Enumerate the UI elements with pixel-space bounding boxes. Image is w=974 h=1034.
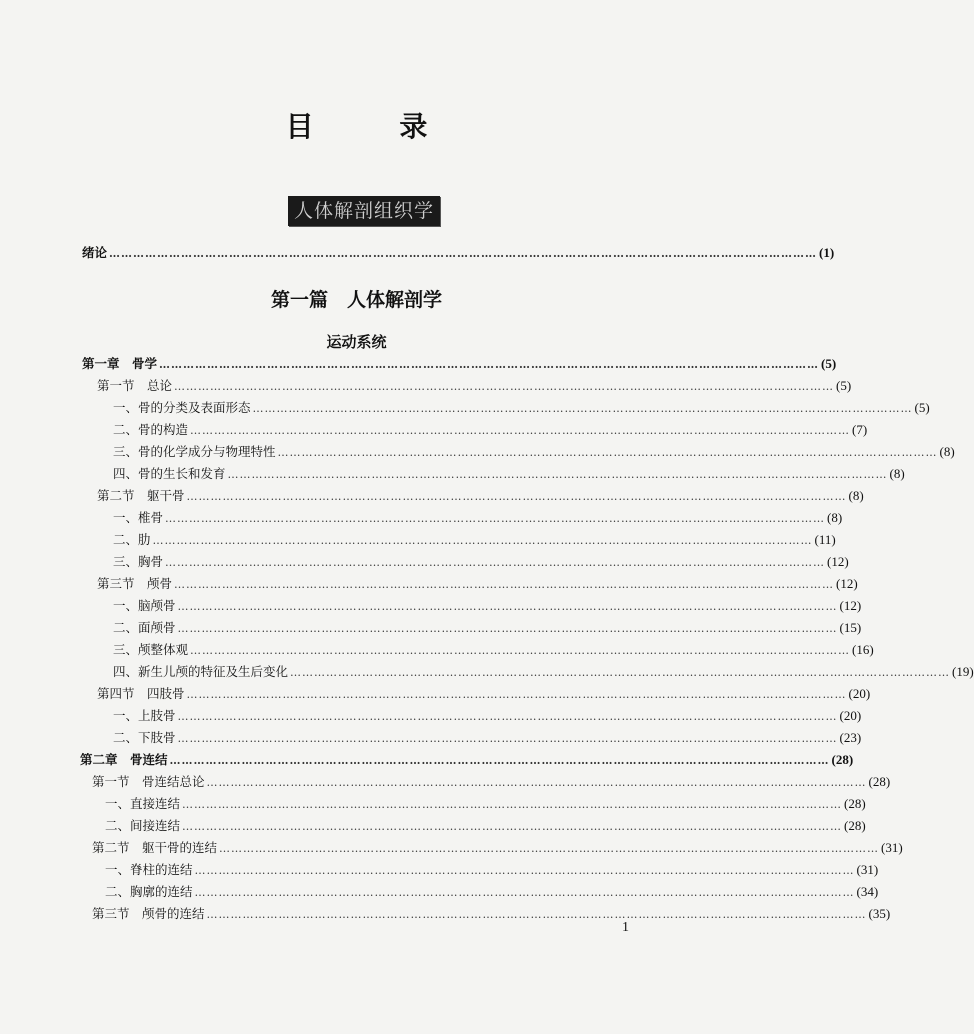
toc-subsection [113,618,862,638]
toc-subsection [113,464,905,484]
toc-entry-page: (34) [856,884,879,899]
toc-entry-page: (11) [814,532,836,547]
toc-leader-dots: ………………………………………………………………………………………………………………………………………………… [177,710,838,723]
page-number: 1 [622,920,629,935]
toc-section [92,772,891,792]
toc-subsection [113,508,843,528]
toc-leader-dots: ………………………………………………………………………………………………………………………………………………… [177,622,838,635]
toc-entry-label: 三、颅整体观 [113,642,189,657]
toc-entry-page: (12) [836,576,858,591]
toc-leader-dots: ………………………………………………………………………………………………………………………………………………… [174,380,835,393]
toc-entry-page: (1) [819,245,835,260]
toc-section [97,376,852,396]
toc-subsection [113,640,874,660]
toc-entry-page: (5) [914,400,930,415]
toc-subsection [113,530,836,550]
toc-entry-page: (5) [821,356,837,371]
toc-subsection [105,816,866,836]
toc-entry-label: 二、肋 [113,532,151,547]
section-title: 运动系统 [326,333,387,351]
toc-entry-label: 二、面颅骨 [113,620,176,635]
toc-leader-dots: ………………………………………………………………………………………………………………………………………………… [186,688,847,701]
toc-leader-dots: ………………………………………………………………………………………………………………………………………………… [169,754,830,767]
toc-entry-label: 一、脑颅骨 [113,598,176,613]
book-part-banner: 人体解剖组织学 [288,196,440,226]
toc-entry-page: (23) [839,730,862,745]
toc-subsection [105,882,879,902]
toc-entry-label: 第一节 骨连结总论 [92,774,205,789]
toc-leader-dots: ………………………………………………………………………………………………………………………………………………… [206,908,867,921]
toc-leader-dots: ………………………………………………………………………………………………………………………………………………… [190,644,851,657]
toc-entry-page: (8) [889,466,905,481]
toc-entry-label: 第二章 骨连结 [80,752,168,767]
toc-leader-dots: ………………………………………………………………………………………………………………………………………………… [177,732,838,745]
toc-subsection [113,662,974,682]
toc-leader-dots: ………………………………………………………………………………………………………………………………………………… [186,490,847,503]
toc-entry-page: (8) [939,444,955,459]
toc-entry-intro [82,243,835,263]
toc-leader-dots: ………………………………………………………………………………………………………………………………………………… [290,666,951,679]
toc-subsection [113,728,862,748]
toc-entry-page: (16) [852,642,874,657]
toc-leader-dots: ………………………………………………………………………………………………………………………………………………… [165,512,826,525]
toc-section [92,838,903,858]
toc-leader-dots: ………………………………………………………………………………………………………………………………………………… [194,864,855,877]
toc-leader-dots: ………………………………………………………………………………………………………………………………………………… [227,468,888,481]
toc-leader-dots: ………………………………………………………………………………………………………………………………………………… [152,534,813,547]
toc-entry-page: (28) [868,774,891,789]
toc-entry-label: 第一节 总论 [97,378,173,393]
toc-entry-label: 二、胸廓的连结 [105,884,193,899]
toc-leader-dots: ………………………………………………………………………………………………………………………………………………… [194,886,855,899]
toc-entry-page: (12) [827,554,849,569]
toc-entry-page: (12) [839,598,862,613]
toc-entry-label: 三、骨的化学成分与物理特性 [113,444,276,459]
toc-entry-label: 一、骨的分类及表面形态 [113,400,251,415]
toc-entry-page: (28) [844,818,866,833]
toc-leader-dots: ………………………………………………………………………………………………………………………………………………… [219,842,880,855]
toc-entry-label: 二、骨的构造 [113,422,189,437]
toc-subsection [113,398,930,418]
toc-subsection [113,420,868,440]
toc-entry-page: (15) [839,620,862,635]
toc-subsection [113,442,955,462]
toc-section [97,574,858,594]
toc-subsection [105,794,866,814]
toc-leader-dots: ………………………………………………………………………………………………………………………………………………… [277,446,938,459]
toc-entry-label: 第四节 四肢骨 [97,686,185,701]
toc-entry-label: 四、骨的生长和发育 [113,466,226,481]
toc-leader-dots: ………………………………………………………………………………………………………………………………………………… [206,776,867,789]
toc-leader-dots: ………………………………………………………………………………………………………………………………………………… [177,600,838,613]
toc-entry-page: (31) [856,862,879,877]
toc-entry-page: (31) [881,840,903,855]
toc-entry-label: 一、椎骨 [113,510,164,525]
toc-entry-page: (20) [848,686,871,701]
toc-entry-page: (5) [836,378,852,393]
toc-leader-dots: ………………………………………………………………………………………………………………………………………………… [159,358,820,371]
toc-entry-label: 一、直接连结 [105,796,181,811]
toc-leader-dots: ………………………………………………………………………………………………………………………………………………… [174,578,835,591]
toc-chapter [80,750,854,770]
toc-entry-page: (28) [844,796,866,811]
toc-leader-dots: ………………………………………………………………………………………………………………………………………………… [182,798,843,811]
toc-entry-page: (8) [827,510,843,525]
toc-subsection [113,552,849,572]
toc-entry-label: 二、下肢骨 [113,730,176,745]
toc-subsection [113,706,862,726]
toc-entry-label: 第三节 颅骨 [97,576,173,591]
toc-entry-page: (7) [852,422,868,437]
toc-leader-dots: ………………………………………………………………………………………………………………………………………………… [190,424,851,437]
toc-entry-label: 一、上肢骨 [113,708,176,723]
toc-subsection [113,596,862,616]
toc-entry-label: 第二节 躯干骨 [97,488,185,503]
toc-entry-page: (20) [839,708,862,723]
toc-section [97,486,864,506]
toc-entry-label: 一、脊柱的连结 [105,862,193,877]
part-title: 第一篇 人体解剖学 [270,289,442,311]
toc-entry-page: (8) [848,488,864,503]
toc-leader-dots: ………………………………………………………………………………………………………………………………………………… [252,402,913,415]
toc-entry-page: (28) [831,752,854,767]
page-title: 目 录 [285,110,466,143]
toc-entry-label: 第二节 躯干骨的连结 [92,840,218,855]
toc-leader-dots: ………………………………………………………………………………………………………………………………………………… [182,820,843,833]
toc-leader-dots: …………………………………………………………………………………………………………………………………………………………… [109,247,818,260]
toc-entry-label: 三、胸骨 [113,554,164,569]
toc-subsection [105,860,879,880]
toc-section [97,684,871,704]
toc-entry-page: (19) [952,664,974,679]
toc-entry-label: 四、新生儿颅的特征及生后变化 [113,664,289,679]
toc-entry-label: 第三节 颅骨的连结 [92,906,205,921]
toc-entry-label: 二、间接连结 [105,818,181,833]
toc-leader-dots: ………………………………………………………………………………………………………………………………………………… [165,556,826,569]
toc-chapter [82,354,837,374]
toc-entry-label: 第一章 骨学 [82,356,158,371]
toc-entry-page: (35) [868,906,891,921]
toc-section [92,904,891,924]
toc-entry-label: 绪论 [82,245,108,260]
